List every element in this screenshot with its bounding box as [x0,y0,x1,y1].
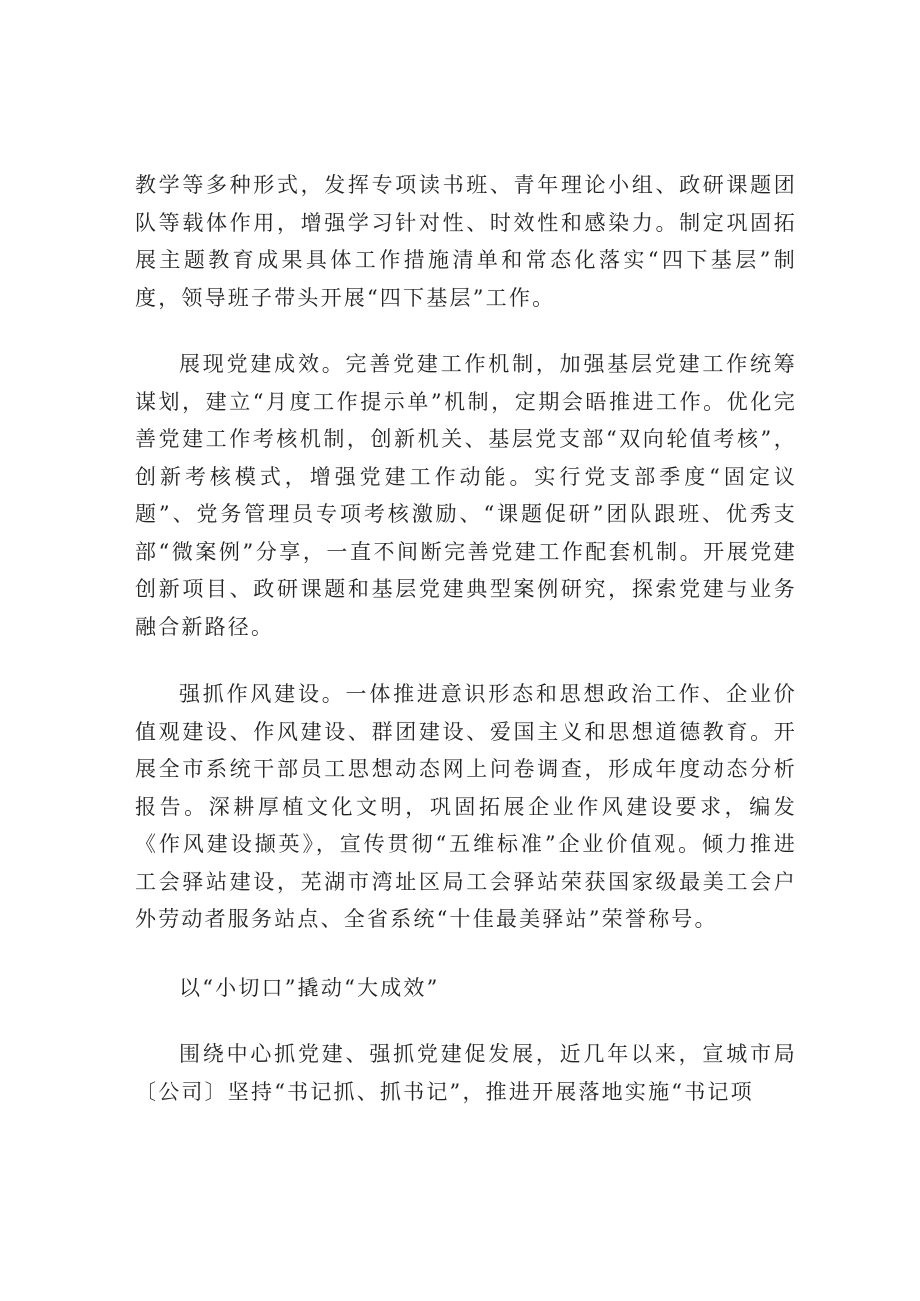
paragraph-xuancheng: 围绕中心抓党建、强抓党建促发展，近几年以来，宣城市局〔公司〕坚持“书记抓、抓书记”，推进开展落地实施“书记项 [135,1042,797,1104]
paragraph-party-building-results: 展现党建成效。完善党建工作机制，加强基层党建工作统筹谋划，建立“月度工作提示单”机制，定期会晤推进工作。优化完善党建工作考核机制，创新机关、基层党支部“双向轮值考核”，创新考核模式，增强党建工作动能。实行党支部季度“固定议题”、党务管理员专项考核激励、“课题促研”团队跟班、优秀支部“微案例”分享，一直不间断完善党建工作配套机制。开展党建创新项目、政研课题和基层党建典型案例研究，探索党建与业务融合新路径。 [135,352,797,639]
paragraph-work-style-building: 强抓作风建设。一体推进意识形态和思想政治工作、企业价值观建设、作风建设、群团建设、爱国主义和思想道德教育。开展全市系统干部员工思想动态网上问卷调查，形成年度动态分析报告。深耕厚植文化文明，巩固拓展企业作风建设要求，编发《作风建设撷英》，宣传贯彻“五维标准”企业价值观。倾力推进工会驿站建设，芜湖市湾址区局工会驿站荣获国家级最美工会户外劳动者服务站点、全省系统“十佳最美驿站”荣誉称号。 [135,682,797,931]
paragraph-continuation: 教学等多种形式，发挥专项读书班、青年理论小组、政研课题团队等载体作用，增强学习针对性、时效性和感染力。制定巩固拓展主题教育成果具体工作措施清单和常态化落实“四下基层”制度，领导班子带头开展“四下基层”工作。 [135,173,797,310]
section-heading: 以“小切口”撬动“大成效” [179,976,440,1000]
